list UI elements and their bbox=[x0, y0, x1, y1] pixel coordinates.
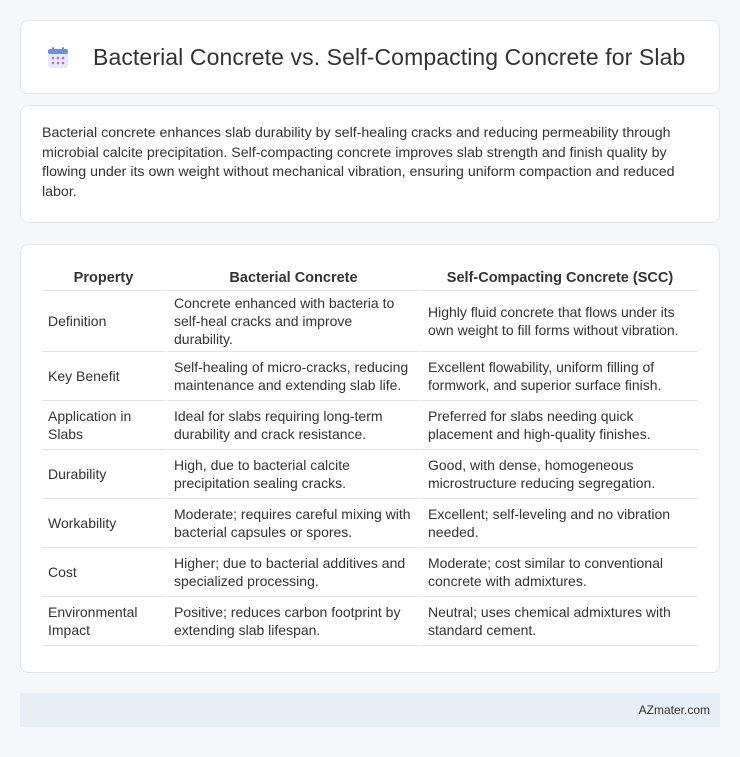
row-bacterial-value: High, due to bacterial calcite precipitation sealing cracks. bbox=[165, 450, 419, 499]
footer-site-name: AZmater.com bbox=[638, 703, 710, 717]
title-card bbox=[20, 20, 720, 94]
header-property: Property bbox=[42, 265, 165, 291]
row-bacterial-value: Self-healing of micro-cracks, reducing maintenance and extending slab life. bbox=[165, 352, 419, 401]
row-property: Application in Slabs bbox=[42, 401, 165, 450]
table-row bbox=[42, 450, 698, 499]
row-property: Durability bbox=[42, 450, 165, 499]
table-row bbox=[42, 291, 698, 352]
row-property: Environmental Impact bbox=[42, 597, 165, 646]
table-row bbox=[42, 548, 698, 597]
row-bacterial-value: Moderate; requires careful mixing with bacterial capsules or spores. bbox=[165, 499, 419, 548]
summary-card bbox=[20, 105, 720, 223]
table-row bbox=[42, 597, 698, 646]
row-property: Workability bbox=[42, 499, 165, 548]
comparison-table bbox=[42, 265, 698, 646]
summary-text: Bacterial concrete enhances slab durability by self-healing cracks and reducing permeability through microbial calcite precipitation. Self-compacting concrete improves slab strength and finish quality by flowing under its own weight without mechanical vibration, ensuring uniform compaction and reduced labor. bbox=[42, 125, 675, 200]
row-property: Key Benefit bbox=[42, 352, 165, 401]
comparison-table-card bbox=[20, 244, 720, 673]
row-scc-value: Good, with dense, homogeneous microstructure reducing segregation. bbox=[419, 450, 698, 499]
row-scc-value: Excellent; self-leveling and no vibration needed. bbox=[419, 499, 698, 548]
row-scc-value: Neutral; uses chemical admixtures with standard cement. bbox=[419, 597, 698, 646]
row-scc-value: Excellent flowability, uniform filling of formwork, and superior surface finish. bbox=[419, 352, 698, 401]
page-title: Bacterial Concrete vs. Self-Compacting Concrete for Slab bbox=[93, 43, 686, 70]
row-bacterial-value: Ideal for slabs requiring long-term durability and crack resistance. bbox=[165, 401, 419, 450]
calendar-grid-icon bbox=[47, 47, 69, 69]
row-property: Definition bbox=[42, 291, 165, 352]
row-property: Cost bbox=[42, 548, 165, 597]
table-row bbox=[42, 499, 698, 548]
table-row bbox=[42, 352, 698, 401]
table-header-row bbox=[42, 265, 698, 291]
row-bacterial-value: Higher; due to bacterial additives and specialized processing. bbox=[165, 548, 419, 597]
footer bbox=[20, 693, 720, 727]
header-bacterial-concrete: Bacterial Concrete bbox=[165, 265, 419, 291]
row-bacterial-value: Positive; reduces carbon footprint by extending slab lifespan. bbox=[165, 597, 419, 646]
row-scc-value: Moderate; cost similar to conventional concrete with admixtures. bbox=[419, 548, 698, 597]
header-scc: Self-Compacting Concrete (SCC) bbox=[419, 265, 698, 291]
table-row bbox=[42, 401, 698, 450]
row-scc-value: Preferred for slabs needing quick placement and high-quality finishes. bbox=[419, 401, 698, 450]
row-scc-value: Highly fluid concrete that flows under its own weight to fill forms without vibration. bbox=[419, 291, 698, 352]
row-bacterial-value: Concrete enhanced with bacteria to self-heal cracks and improve durability. bbox=[165, 291, 419, 352]
